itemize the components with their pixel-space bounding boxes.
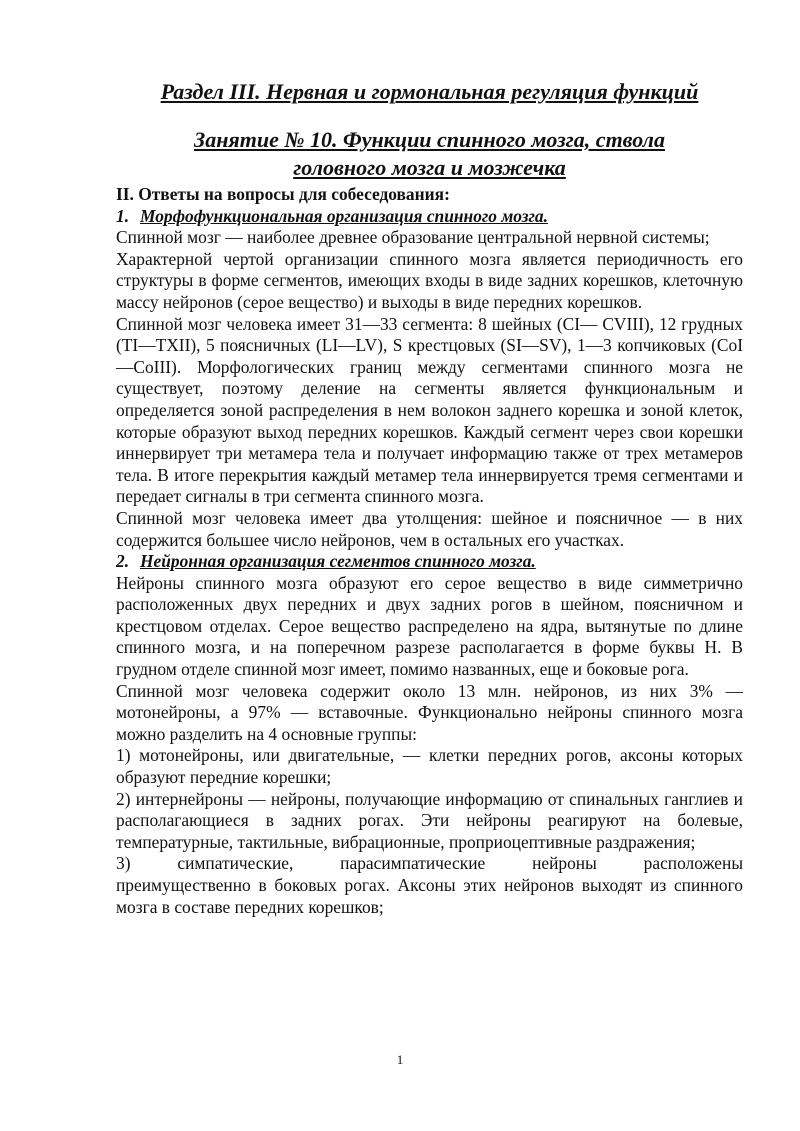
question-1-heading [116, 206, 743, 228]
list-item-3-first-line [116, 853, 743, 875]
question-2-heading [116, 551, 743, 573]
list-item-3-word: расположены [643, 853, 743, 874]
page-number: 1 [396, 1052, 404, 1067]
paragraph-3: Спинной мозг человека имеет 31—33 сегмента: 8 шейных (CI— CVIII), 12 грудных (TI—TXII), 5 поясничных (LI—LV), S крестцовых (SI—SV), 1—3 копчиковых (CoI—CoIII). Морфологических границ между сегментами спинного мозга не существует, поэтому деление на сегменты является функциональным и определяется зоной распределения в нем волокон заднего корешка и зоной клеток, которые образуют выход передних корешков. Каждый сегмент через свои корешки иннервирует три метамера тела и получает информацию также от трех метамеров тела. В итоге перекрытия каждый метамер тела иннервируется тремя сегментами и передает сигналы в три сегмента спинного мозга. [116, 313, 743, 507]
question-2-number: 2. [116, 551, 130, 572]
question-1-title: Морфофункциональная организация спинного мозга. [140, 205, 548, 226]
list-item-2: 2) интернейроны — нейроны, получающие информацию от спинальных ганглиев и располагающиеся в задних рогах. Эти нейроны реагируют на болевые, температурные, тактильные, вибрационные, проприоцептивные раздражения; [116, 788, 743, 852]
question-2-title: Нейронная организация сегментов спинного мозга. [140, 551, 536, 572]
lesson-title-line-2: головного мозга и мозжечка [293, 155, 566, 180]
lesson-title [116, 126, 743, 182]
list-item-3-word: нейроны [532, 853, 597, 874]
subheading: II. Ответы на вопросы для собеседования: [116, 184, 450, 204]
document-page [116, 78, 743, 918]
paragraph-1: Спинной мозг — наиболее древнее образование центральной нервной системы; [116, 227, 710, 248]
question-1-number: 1. [116, 205, 130, 226]
list-item-3-rest: преимущественно в боковых рогах. Аксоны этих нейронов выходят из спинного мозга в составе передних корешков; [116, 875, 743, 917]
list-item-3-word: 3) [116, 853, 131, 874]
paragraph-5: Нейроны спинного мозга образуют его серое вещество в виде симметрично расположенных двух передних и двух задних рогов в шейном, поясничном и крестцовом отделах. Серое вещество распределено на ядра, вытянутые по длине спинного мозга, и на поперечном разрезе располагается в форме буквы Н. В грудном отделе спинной мозг имеет, помимо названных, еще и боковые рога. [116, 572, 743, 680]
section-title: Раздел III. Нервная и гормональная регуляция функций [160, 79, 699, 104]
list-item-3-word: парасимпатические [340, 853, 486, 874]
list-item-1: 1) мотонейроны, или двигательные, — клетки передних рогов, аксоны которых образуют передние корешки; [116, 745, 743, 788]
lesson-title-line-1: Занятие № 10. Функции спинного мозга, ствола [194, 127, 665, 152]
paragraph-4: Спинной мозг человека имеет два утолщения: шейное и поясничное — в них содержится большее число нейронов, чем в остальных его участках. [116, 507, 743, 550]
paragraph-2: Характерной чертой организации спинного мозга является периодичность его структуры в форме сегментов, имеющих входы в виде задних корешков, клеточную массу нейронов (серое вещество) и выходы в виде передних корешков. [116, 248, 743, 312]
paragraph-6: Спинной мозг человека содержит около 13 млн. нейронов, из них 3% — мотонейроны, а 97% — вставочные. Функционально нейроны спинного мозга можно разделить на 4 основные группы: [116, 680, 743, 744]
list-item-3-word: симпатические, [177, 853, 294, 874]
